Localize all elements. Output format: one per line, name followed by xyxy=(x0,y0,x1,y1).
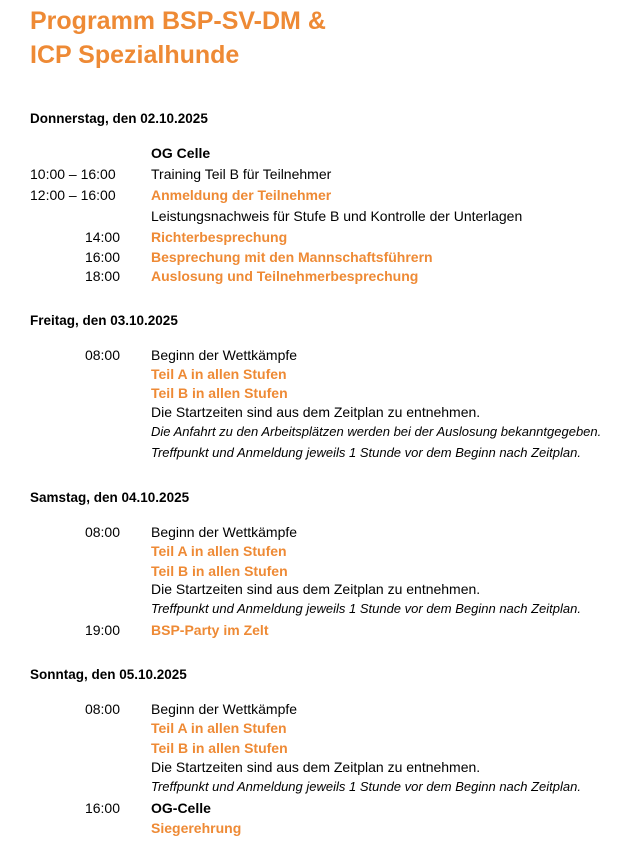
schedule-row xyxy=(0,364,638,384)
row-time: 10:00 – 16:00 xyxy=(30,166,116,182)
schedule-row xyxy=(0,798,638,818)
page-title xyxy=(30,4,326,72)
row-text: Die Startzeiten sind aus dem Zeitplan zu entnehmen. xyxy=(151,581,481,597)
schedule-row xyxy=(0,185,638,205)
schedule-row xyxy=(0,402,638,422)
row-time: 14:00 xyxy=(84,229,120,245)
schedule-row xyxy=(0,718,638,738)
day-heading: Samstag, den 04.10.2025 xyxy=(30,490,190,505)
schedule-row xyxy=(0,757,638,777)
schedule-row xyxy=(0,422,638,442)
row-text: Teil B in allen Stufen xyxy=(151,740,288,756)
row-text: BSP-Party im Zelt xyxy=(151,622,269,638)
row-text: Besprechung mit den Mannschaftsführern xyxy=(151,249,433,265)
row-time: 12:00 – 16:00 xyxy=(30,187,116,203)
title-line-2: ICP Spezialhunde xyxy=(30,41,240,69)
schedule-row xyxy=(0,561,638,581)
row-text: Die Startzeiten sind aus dem Zeitplan zu entnehmen. xyxy=(151,759,481,775)
row-text: Die Anfahrt zu den Arbeitsplätzen werden bei der Auslosung bekanntgegeben. xyxy=(151,424,602,439)
row-text: Treffpunkt und Anmeldung jeweils 1 Stunde vor dem Beginn nach Zeitplan. xyxy=(151,445,581,460)
schedule-row xyxy=(0,620,638,640)
row-text: Teil B in allen Stufen xyxy=(151,563,288,579)
row-text: Treffpunkt und Anmeldung jeweils 1 Stunde vor dem Beginn nach Zeitplan. xyxy=(151,601,581,616)
row-text: Die Startzeiten sind aus dem Zeitplan zu entnehmen. xyxy=(151,404,481,420)
schedule-row xyxy=(0,206,638,226)
row-time: 16:00 xyxy=(84,249,120,265)
row-text: Teil A in allen Stufen xyxy=(151,366,287,382)
schedule-row xyxy=(0,579,638,599)
row-text: Teil B in allen Stufen xyxy=(151,385,288,401)
row-text: Beginn der Wettkämpfe xyxy=(151,701,298,717)
row-text: Beginn der Wettkämpfe xyxy=(151,347,298,363)
row-text: Teil A in allen Stufen xyxy=(151,720,287,736)
schedule-row xyxy=(0,522,638,542)
schedule-row xyxy=(0,599,638,619)
day-heading: Donnerstag, den 02.10.2025 xyxy=(30,111,208,126)
schedule-row xyxy=(0,143,638,163)
row-text: OG Celle xyxy=(151,145,211,161)
row-text: OG-Celle xyxy=(151,800,211,816)
schedule-row xyxy=(0,818,638,838)
row-text: Beginn der Wettkämpfe xyxy=(151,524,298,540)
schedule-row xyxy=(0,777,638,797)
schedule-row xyxy=(0,443,638,463)
schedule-row xyxy=(0,227,638,247)
row-time: 19:00 xyxy=(84,622,120,638)
schedule-row xyxy=(0,266,638,286)
row-time: 18:00 xyxy=(84,268,120,284)
row-time: 08:00 xyxy=(84,347,120,363)
row-text: Anmeldung der Teilnehmer xyxy=(151,187,332,203)
title-line-1: Programm BSP-SV-DM & xyxy=(30,7,326,35)
schedule-row xyxy=(0,345,638,365)
row-text: Auslosung und Teilnehmerbesprechung xyxy=(151,268,419,284)
row-text: Treffpunkt und Anmeldung jeweils 1 Stunde vor dem Beginn nach Zeitplan. xyxy=(151,779,581,794)
day-heading: Sonntag, den 05.10.2025 xyxy=(30,667,187,682)
schedule-row xyxy=(0,699,638,719)
schedule-row xyxy=(0,383,638,403)
row-text: Leistungsnachweis für Stufe B und Kontrolle der Unterlagen xyxy=(151,208,523,224)
row-time: 08:00 xyxy=(84,524,120,540)
row-time: 16:00 xyxy=(84,800,120,816)
row-text: Siegerehrung xyxy=(151,820,242,836)
schedule-row xyxy=(0,247,638,267)
row-text: Training Teil B für Teilnehmer xyxy=(151,166,332,182)
row-text: Richterbesprechung xyxy=(151,229,288,245)
day-heading: Freitag, den 03.10.2025 xyxy=(30,313,178,328)
schedule-row xyxy=(0,541,638,561)
row-text: Teil A in allen Stufen xyxy=(151,543,287,559)
schedule-row xyxy=(0,164,638,184)
schedule-row xyxy=(0,738,638,758)
row-time: 08:00 xyxy=(84,701,120,717)
